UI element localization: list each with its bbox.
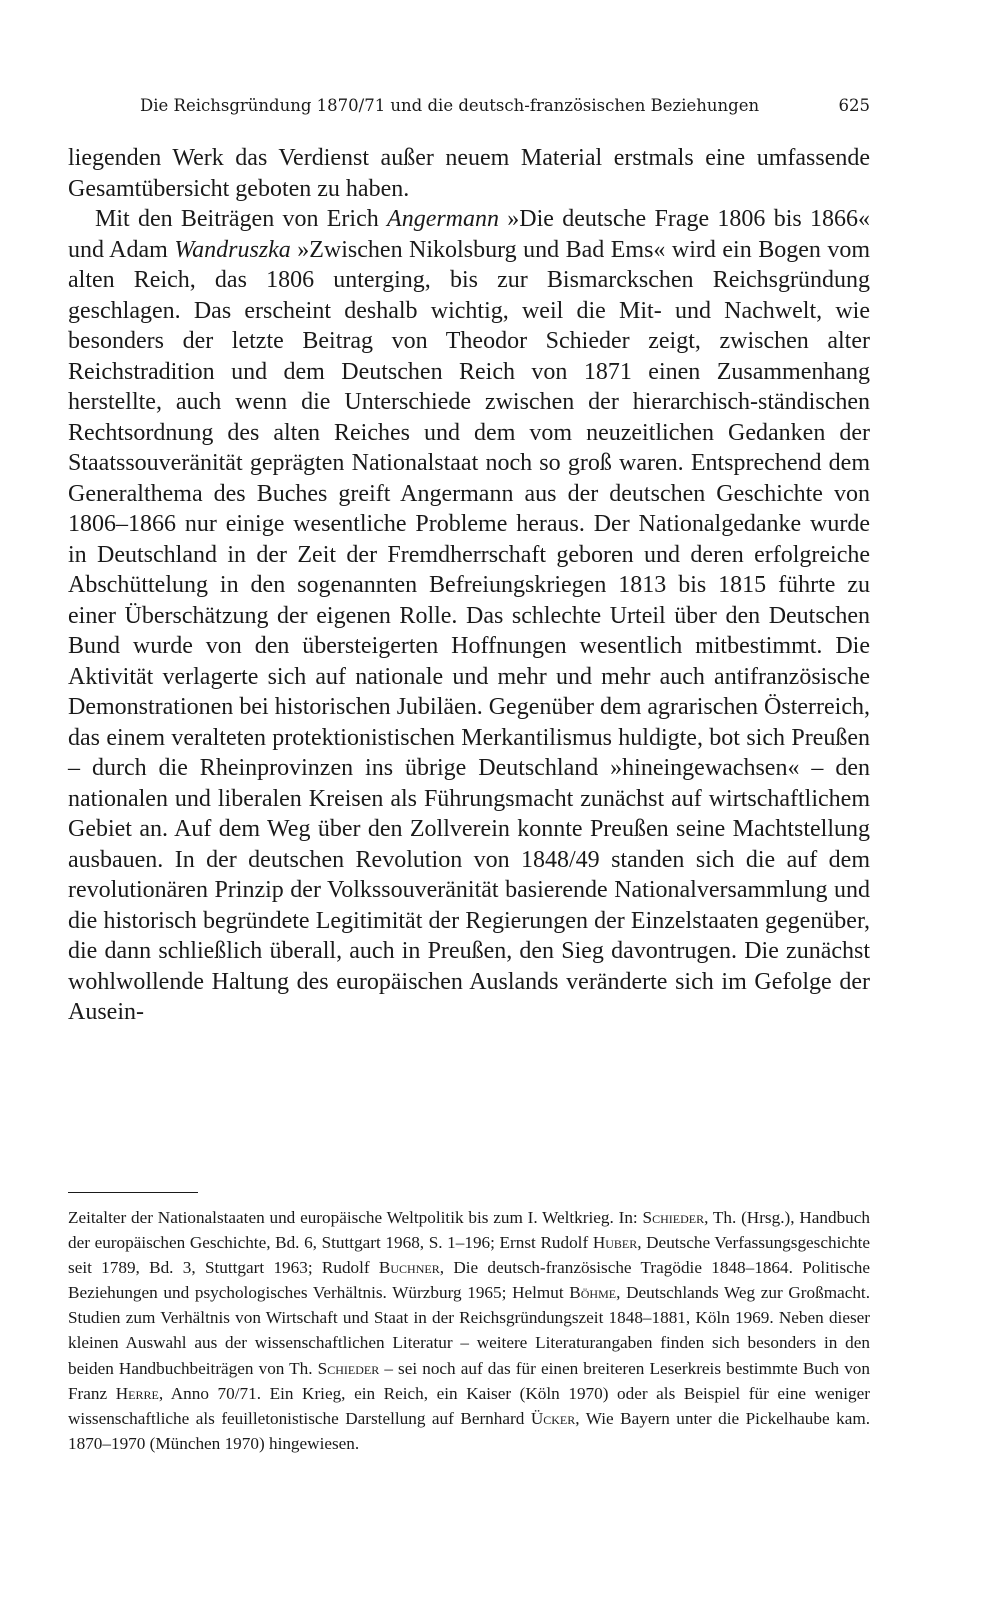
page-number: 625 bbox=[838, 96, 870, 115]
footnote-divider bbox=[68, 1192, 198, 1193]
text-run: »Die deutsche Frage 1806 bis 1866« und Adam bbox=[68, 206, 870, 263]
paragraph bbox=[68, 204, 870, 1028]
author-name: Schieder bbox=[642, 1208, 705, 1227]
text-run: – sei noch auf das für einen breiteren Leserkreis bestimmte Buch von Franz bbox=[68, 1358, 870, 1403]
text-run: »Zwischen Nikolsburg und Bad Ems« wird ein Bogen vom alten Reich, das 1806 unterging, bis zur Bismarckschen Reichsgründung geschlagen. Das erscheint deshalb wichtig, weil die Mit- und Nachwelt, wie besonders der letzte Beitrag von Theodor Schieder zeigt, zwischen alter Reichstradition und dem Deutschen Reich von 1871 einen Zusammenhang herstellte, auch wenn die Unterschiede zwischen der hierarchisch-ständischen Rechtsordnung des alten Reiches und dem vom neuzeitlichen Gedanken der Staatssouveränität geprägten Nationalstaat noch so groß waren. Entsprechend dem Generalthema des Buches greift Angermann aus der deutschen Geschichte von 1806–1866 nur einige wesentliche Probleme heraus. Der Nationalgedanke wurde in Deutschland in der Zeit der Fremdherrschaft geboren und deren erfolgreiche Abschüttelung in den sogenannten Befreiungskriegen 1813 bis 1815 führte zu einer Überschätzung der eigenen Rolle. Das schlechte Urteil über den Deutschen Bund wurde von den übersteigerten Hoffnungen wesentlich mitbestimmt. Die Aktivität verlagerte sich auf nationale und mehr und mehr auch antifranzösische Demonstrationen bei historischen Jubiläen. Gegenüber dem agrarischen Österreich, das einem veralteten protektionistischen Merkantilismus huldigte, bot sich Preußen – durch die Rheinprovinzen ins übrige Deutschland »hineingewachsen« – den nationalen und liberalen Kreisen als Führungsmacht zunächst auf wirtschaftlichem Gebiet an. Auf dem Weg über den Zollverein konnte Preußen seine Machtstellung ausbauen. In der deutschen Revolution von 1848/49 standen sich die auf dem revolutionären Prinzip der Volkssouveränität basierende Nationalversammlung und die historisch begründete Legitimität der Regierungen der Einzelstaaten gegenüber, die dann schließlich überall, auch in Preußen, den Sieg davontrugen. Die zunächst wohlwollende Haltung des europäischen Auslands veränderte sich im Gefolge der Ausein- bbox=[68, 236, 871, 1025]
text-run: , Die deutsch-französische Tragödie 1848–1864. Politische Beziehungen und psychologisches Verhältnis. Würzburg 1965; Helmut bbox=[68, 1258, 870, 1303]
text-run: Zeitalter der Nationalstaaten und europäische Weltpolitik bis zum I. Weltkrieg. In: bbox=[68, 1208, 643, 1227]
main-text bbox=[68, 143, 870, 1028]
text-run: , Deutsche Verfassungsgeschichte seit 1789, Bd. 3, Stuttgart 1963; Rudolf bbox=[68, 1233, 870, 1278]
author-name: Böhme bbox=[569, 1283, 617, 1303]
author-name: Schieder bbox=[317, 1358, 380, 1378]
footnote-text bbox=[68, 1205, 870, 1456]
running-title: Die Reichsgründung 1870/71 und die deutsch-französischen Beziehungen bbox=[140, 96, 760, 115]
author-name: Herre bbox=[115, 1383, 159, 1403]
author-name: Huber bbox=[592, 1233, 638, 1253]
text-run: , Wie Bayern unter die Pickelhaube kam. 1870–1970 (München 1970) hingewiesen. bbox=[68, 1408, 870, 1453]
text-run: , Anno 70/71. Ein Krieg, ein Reich, ein Kaiser (Köln 1970) oder als Beispiel für eine weniger wissenschaftliche als feuilletonistische Darstellung auf Bernhard bbox=[68, 1383, 870, 1428]
author-name: Buchner bbox=[378, 1258, 440, 1278]
footnote bbox=[68, 1205, 870, 1456]
author-name: Ücker bbox=[530, 1408, 576, 1428]
author-name: Angermann bbox=[387, 206, 500, 232]
paragraph: liegenden Werk das Verdienst außer neuem Material erstmals eine umfassende Gesamtübersicht geboten zu haben. bbox=[68, 145, 870, 202]
text-run: , Deutschlands Weg zur Großmacht. Studien zum Verhältnis von Wirtschaft und Staat in der Reichsgründungszeit 1848–1881, Köln 1969. Neben dieser kleinen Auswahl aus der wissenschaftlichen Literatur – weitere Literaturangaben finden sich besonders in den beiden Handbuchbeiträgen von Th. bbox=[68, 1283, 870, 1378]
author-name: Wandruszka bbox=[174, 236, 291, 263]
text-run: Mit den Beiträgen von Erich bbox=[95, 206, 388, 232]
text-run: , Th. (Hrsg.), Handbuch der europäischen Geschichte, Bd. 6, Stuttgart 1968, S. 1–196; Ernst Rudolf bbox=[68, 1208, 870, 1253]
running-header bbox=[140, 96, 870, 126]
